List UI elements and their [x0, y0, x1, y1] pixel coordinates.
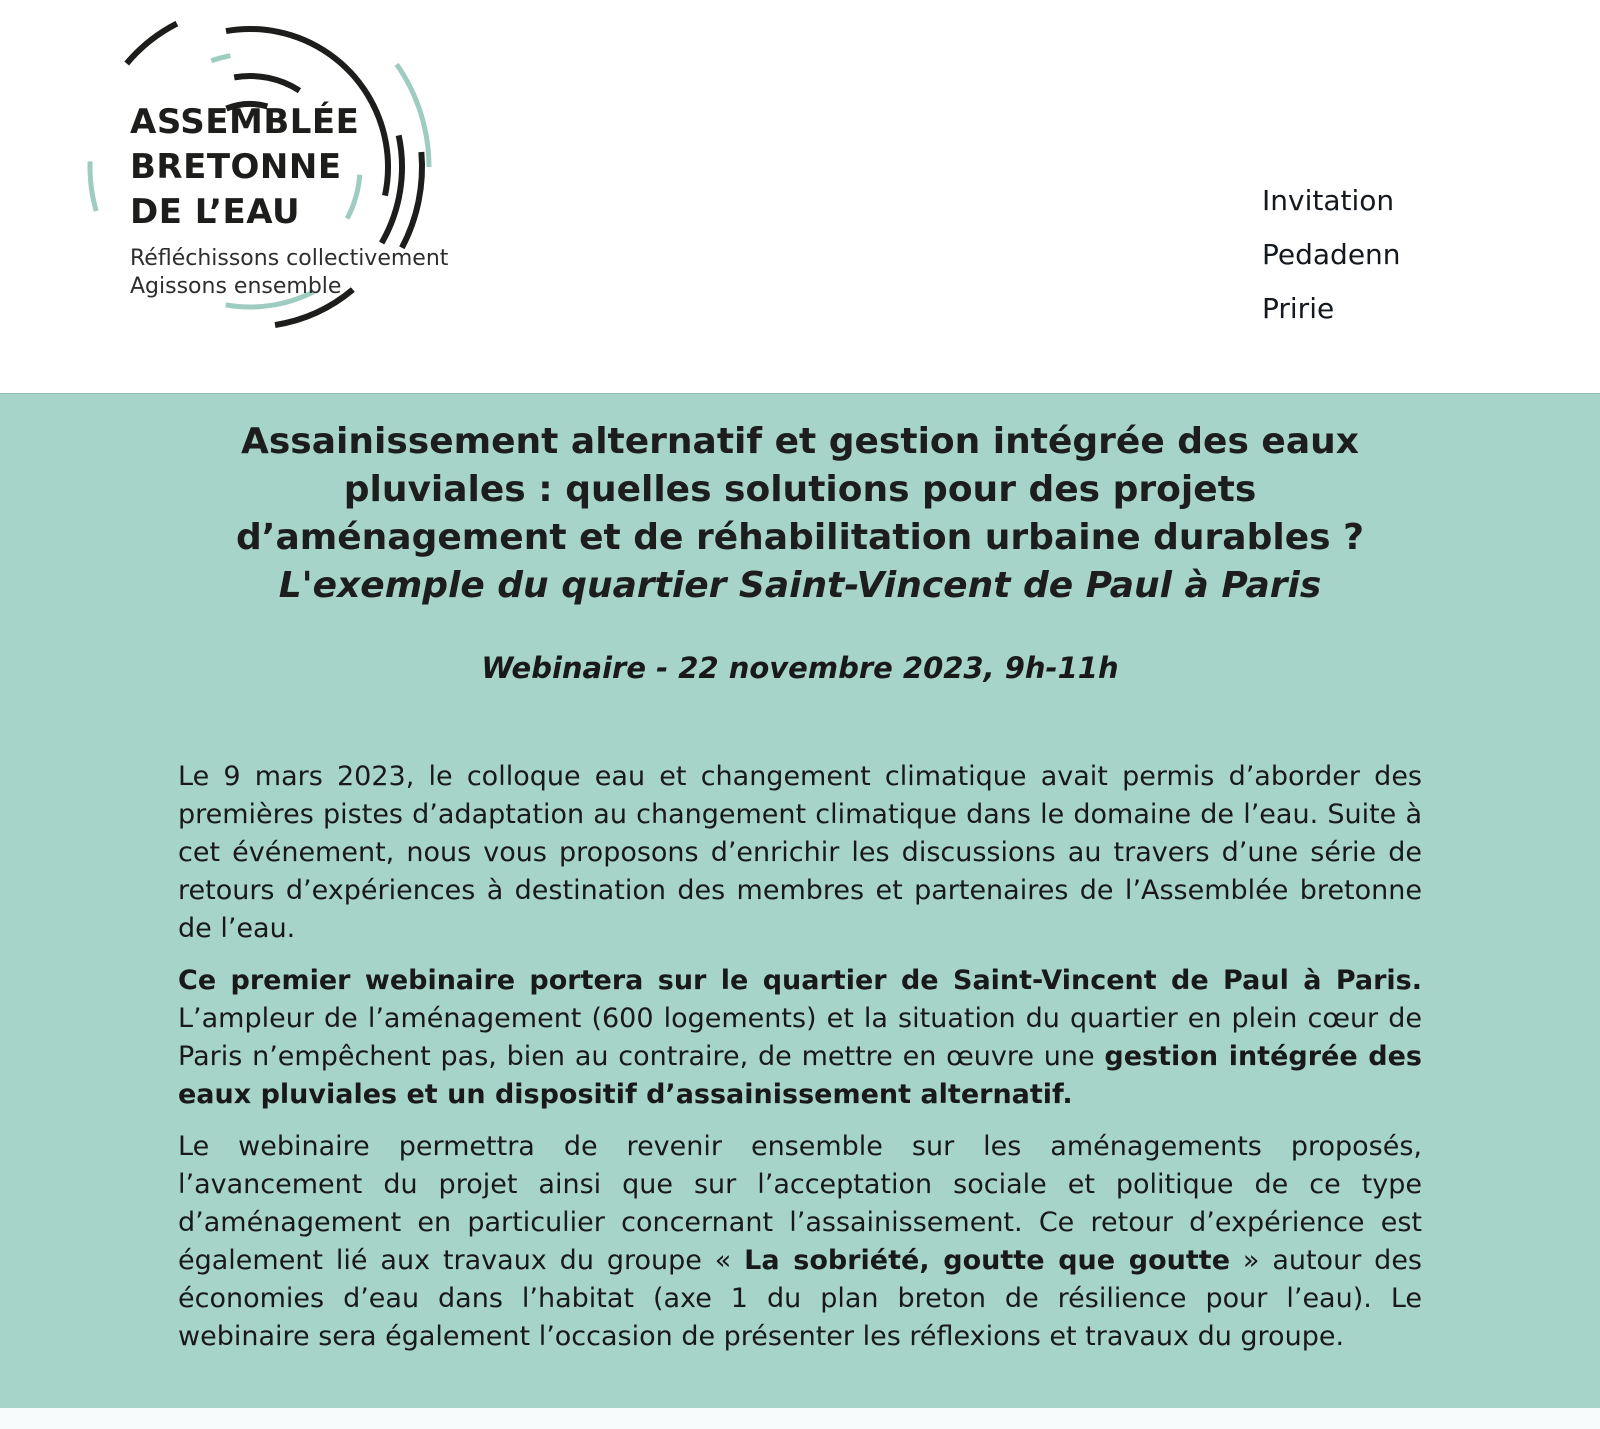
content-banner: [0, 393, 1600, 1408]
webinar-date-line: Webinaire - 22 novembre 2023, 9h-11h: [481, 651, 1119, 685]
logo-text: [130, 100, 448, 301]
header: [0, 0, 1600, 393]
title-subtitle: L'exemple du quartier Saint-Vincent de Paul à Paris: [278, 565, 1322, 606]
page-title: [175, 418, 1425, 610]
logo-tagline-line: Agissons ensemble: [130, 274, 342, 299]
body-run: Le 9 mars 2023, le colloque eau et changement climatique avait permis d’aborder des premières pistes d’adaptation au changement climatique dans le domaine de l’eau. Suite à cet événement, nous vous proposons d’enrichir les discussions au travers d’une série de retours d’expériences à destination des membres et partenaires de l’Assemblée bretonne de l’eau.: [178, 761, 1422, 944]
title-line: pluviales : quelles solutions pour des projets: [343, 469, 1257, 510]
emphasized-text: Ce premier webinaire portera sur le quartier de Saint-Vincent de Paul à Paris.: [178, 965, 1422, 996]
logo-tagline-line: Réfléchissons collectivement: [130, 246, 449, 271]
body-run: » autour des économies d’eau dans l’habitat (axe 1 du plan breton de résilience pour l’eau). Le webinaire sera également l’occasion de présenter les réflexions et travaux du groupe.: [178, 1245, 1422, 1352]
logo-title-line: ASSEMBLÉE: [130, 102, 360, 142]
paragraph-1: [178, 758, 1422, 948]
footer-strip: [0, 1408, 1600, 1429]
paragraph-3: [178, 1128, 1422, 1356]
logo-title-line: BRETONNE: [130, 147, 342, 187]
emphasized-text: La sobriété, goutte que goutte: [744, 1245, 1231, 1276]
emphasized-text: gestion intégrée des eaux pluviales et un dispositif d’assainissement alternatif.: [178, 1041, 1422, 1110]
logo: [85, 12, 449, 342]
invitation-block: [1262, 174, 1401, 336]
body-run: L’ampleur de l’aménagement (600 logements) et la situation du quartier en plein cœur de Paris n’empêchent pas, bien au contraire, de mettre en œuvre une: [178, 1003, 1422, 1072]
title-line: d’aménagement et de réhabilitation urbaine durables ?: [236, 517, 1364, 558]
title-line: Assainissement alternatif et gestion intégrée des eaux: [241, 421, 1359, 462]
invitation-label-br: Pedadenn: [1262, 238, 1401, 271]
body-text: [178, 758, 1422, 1356]
body-run: Le webinaire permettra de revenir ensemble sur les aménagements proposés, l’avancement du projet ainsi que sur l’acceptation sociale et politique de ce type d’aménagement en particulier concernant l’assainissement. Ce retour d’expérience est également lié aux travaux du groupe «: [178, 1131, 1422, 1276]
logo-title-line: DE L’EAU: [130, 192, 301, 232]
paragraph-2: [178, 962, 1422, 1114]
invitation-label-br2: Pririe: [1262, 292, 1335, 325]
invitation-label-fr: Invitation: [1262, 184, 1395, 217]
